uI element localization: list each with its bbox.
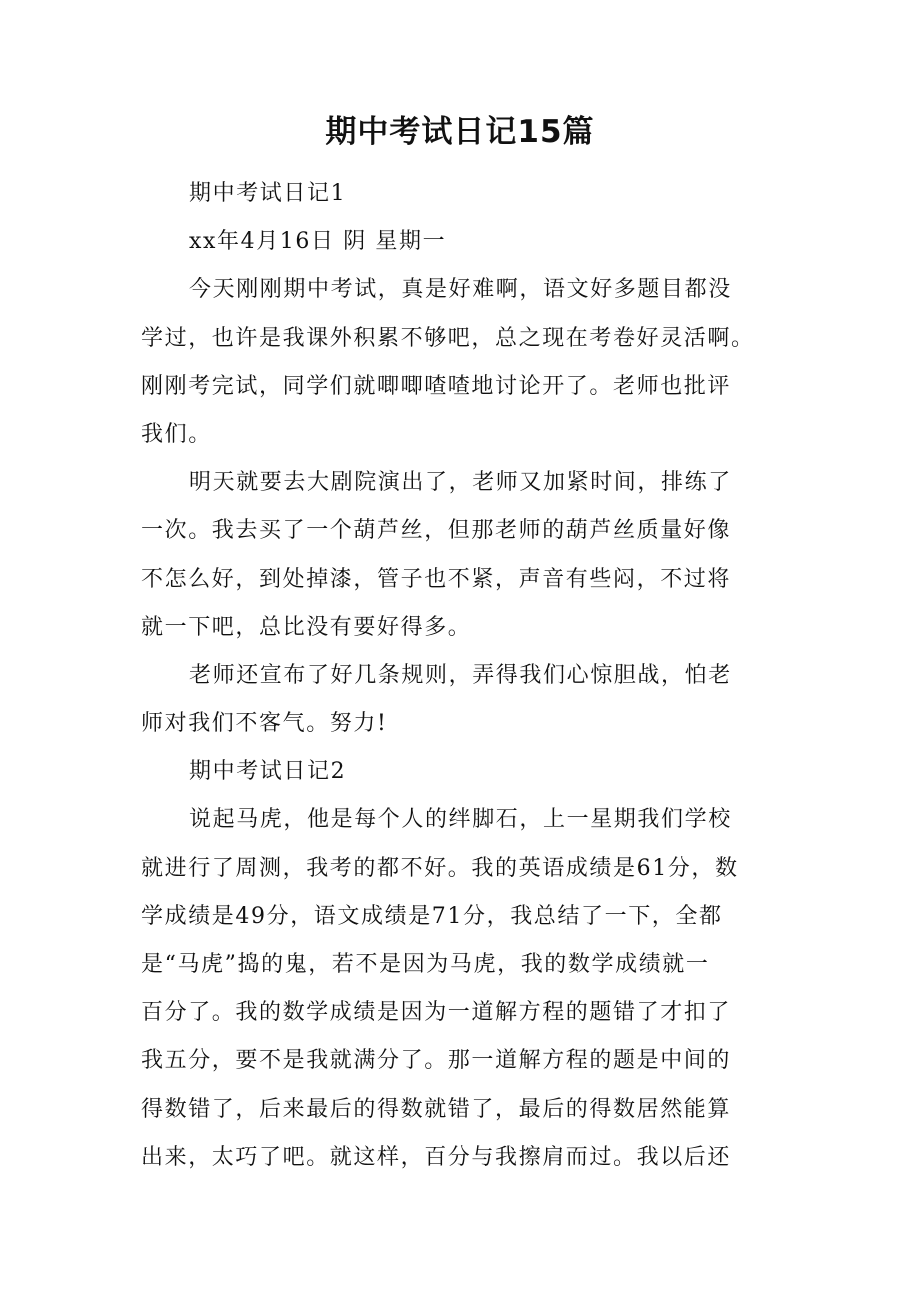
text-line: 刚刚考完试，同学们就唧唧喳喳地讨论开了。老师也批评 xyxy=(141,373,732,399)
text-line: 明天就要去大剧院演出了，老师又加紧时间，排练了 xyxy=(189,470,732,496)
text-line: 出来，太巧了吧。就这样，百分与我擦肩而过。我以后还 xyxy=(141,1144,732,1170)
date-line: xx年4月16日 阴 星期一 xyxy=(189,229,447,255)
text-line: 今天刚刚期中考试，真是好难啊，语文好多题目都没 xyxy=(189,277,732,303)
text-line: 就一下吧，总比没有要好得多。 xyxy=(141,614,472,640)
text-line: 学成绩是49分，语文成绩是71分，我总结了一下，全都 xyxy=(141,903,723,929)
text-line: 不怎么好，到处掉漆，管子也不紧，声音有些闷，不过将 xyxy=(141,566,732,592)
document-body xyxy=(141,170,781,1182)
text-line: 我五分，要不是我就满分了。那一道解方程的题是中间的 xyxy=(141,1048,732,1074)
section-heading: 期中考试日记2 xyxy=(189,759,347,785)
text-line: 得数错了，后来最后的得数就错了，最后的得数居然能算 xyxy=(141,1096,732,1122)
text-line: 是“马虎”捣的鬼，若不是因为马虎，我的数学成绩就一 xyxy=(141,952,710,977)
text-line: 我们。 xyxy=(141,421,212,447)
text-line: 一次。我去买了一个葫芦丝，但那老师的葫芦丝质量好像 xyxy=(141,518,732,544)
section-heading: 期中考试日记1 xyxy=(189,181,347,206)
document-title: 期中考试日记15篇 xyxy=(325,114,595,150)
text-line: 说起马虎，他是每个人的绊脚石，上一星期我们学校 xyxy=(189,807,732,833)
text-line: 百分了。我的数学成绩是因为一道解方程的题错了才扣了 xyxy=(141,1000,732,1026)
text-line: 学过，也许是我课外积累不够吧，总之现在考卷好灵活啊。 xyxy=(141,325,755,351)
text-line: 师对我们不客气。努力! xyxy=(141,711,388,737)
text-line: 老师还宣布了好几条规则，弄得我们心惊胆战，怕老 xyxy=(189,662,732,688)
text-line: 就进行了周测，我考的都不好。我的英语成绩是61分，数 xyxy=(141,855,739,881)
